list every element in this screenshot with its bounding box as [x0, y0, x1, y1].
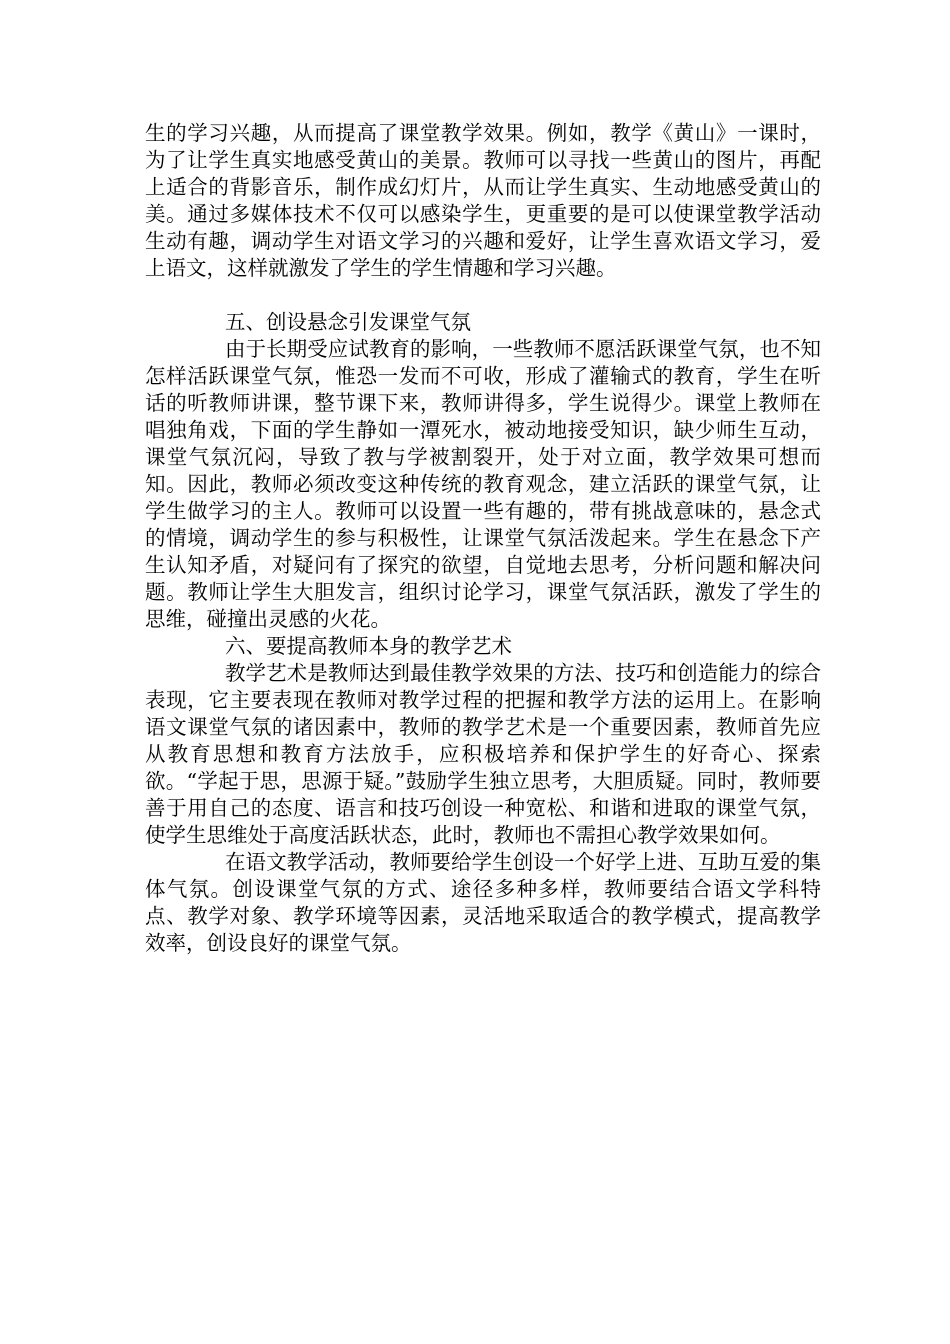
intro-paragraph: 生的学习兴趣，从而提高了课堂教学效果。例如，教学《黄山》一课时，为了让学生真实地感受黄山的美景。教师可以寻找一些黄山的图片，再配上适合的背影音乐，制作成幻灯片，从而让学生真实、生动地感受黄山的美。通过多媒体技术不仅可以感染学生，更重要的是可以使课堂教学活动生动有趣，调动学生对语文学习的兴趣和爱好，让学生喜欢语文学习，爱上语文，这样就激发了学生的学生情趣和学习兴趣。 — [145, 121, 821, 280]
document-page — [145, 120, 821, 957]
section-6-paragraph: 教学艺术是教师达到最佳教学效果的方法、技巧和创造能力的综合表现，它主要表现在教师对教学过程的把握和教学方法的运用上。在影响语文课堂气氛的诸因素中，教师的教学艺术是一个重要因素，教师首先应从教育思想和教育方法放手，应积极培养和保护学生的好奇心、探索欲。“学起于思，思源于疑。”鼓励学生独立思考，大胆质疑。同时，教师要善于用自己的态度、语言和技巧创设一种宽松、和谐和进取的课堂气氛，使学生思维处于高度活跃状态，此时，教师也不需担心教学效果如何。 — [145, 661, 821, 847]
section-5-paragraph: 由于长期受应试教育的影响，一些教师不愿活跃课堂气氛，也不知怎样活跃课堂气氛，惟恐一发而不可收，形成了灌输式的教育，学生在听话的听教师讲课，整节课下来，教师讲得多，学生说得少。课堂上教师在唱独角戏，下面的学生静如一潭死水，被动地接受知识，缺少师生互动，课堂气氛沉闷，导致了教与学被割裂开，处于对立面，教学效果可想而知。因此，教师必须改变这种传统的教育观念，建立活跃的课堂气氛，让学生做学习的主人。教师可以设置一些有趣的，带有挑战意味的，悬念式的情境，调动学生的参与积极性，让课堂气氛活泼起来。学生在悬念下产生认知矛盾，对疑问有了探究的欲望，自觉地去思考，分析问题和解决问题。教师让学生大胆发言，组织讨论学习，课堂气氛活跃，激发了学生的思维，碰撞出灵感的火花。 — [145, 337, 821, 631]
closing-paragraph: 在语文教学活动，教师要给学生创设一个好学上进、互助互爱的集体气氛。创设课堂气氛的方式、途径多种多样，教师要结合语文学科特点、教学对象、教学环境等因素，灵活地采取适合的教学模式，提高教学效率，创设良好的课堂气氛。 — [145, 850, 821, 955]
section-6-heading: 六、要提高教师本身的教学艺术 — [225, 634, 512, 658]
section-5-heading: 五、创设悬念引发课堂气氛 — [225, 310, 471, 334]
